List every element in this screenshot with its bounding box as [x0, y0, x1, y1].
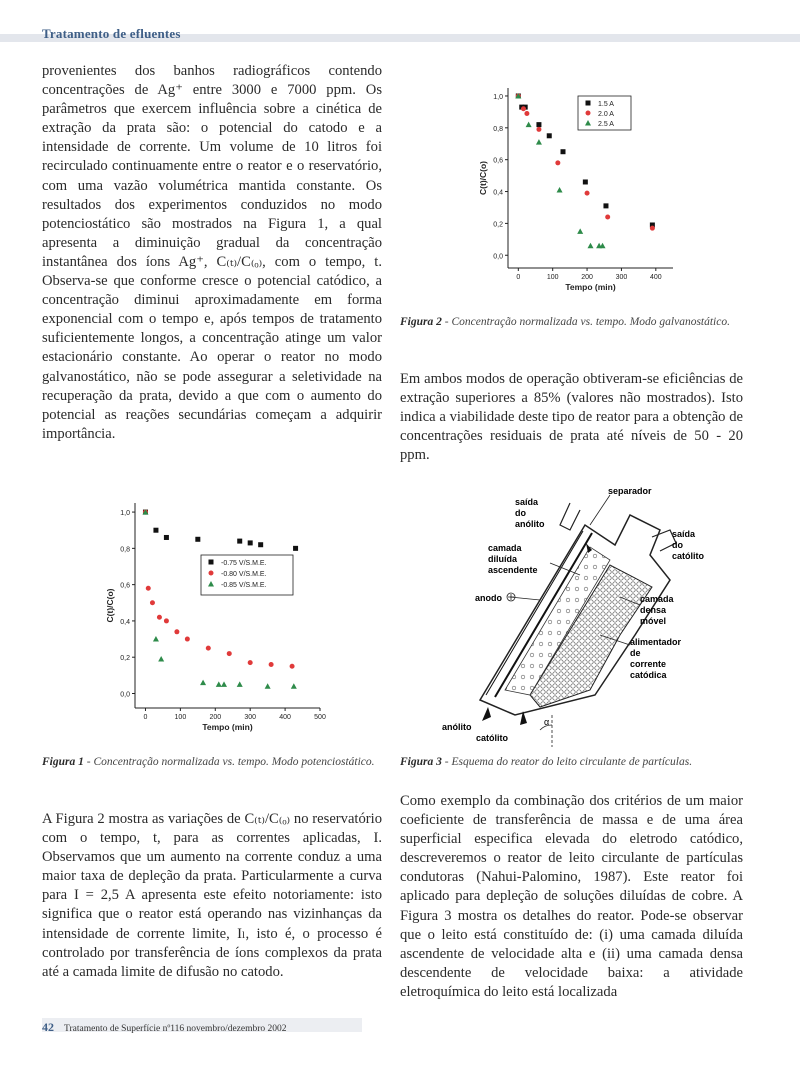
page-number: 42 — [42, 1020, 54, 1034]
legend-marker — [209, 571, 214, 576]
x-axis-label: Tempo (min) — [202, 722, 253, 732]
data-point — [265, 683, 271, 689]
figure-3-caption — [400, 754, 745, 771]
data-point — [290, 664, 295, 669]
label-camada-diluida-1: camada — [488, 543, 522, 553]
figure-1-chart — [95, 495, 330, 745]
data-point — [547, 133, 552, 138]
body-text-col2-bottom — [400, 792, 743, 1002]
y-tick-label: 0,4 — [493, 189, 503, 197]
data-point — [585, 191, 590, 196]
data-point — [557, 187, 563, 193]
legend-label: -0.80 V/S.M.E. — [221, 571, 267, 578]
y-tick-label: 0,2 — [120, 655, 130, 663]
footer-text: Tratamento de Superfície nº116 novembro/dezembro 2002 — [64, 1024, 287, 1034]
data-point — [150, 600, 155, 605]
data-point — [605, 215, 610, 220]
data-point — [521, 106, 526, 111]
label-saida-catolito-1: saída — [672, 529, 696, 539]
data-point — [248, 660, 253, 665]
label-camada-diluida-3: ascendente — [488, 565, 538, 575]
data-point — [158, 656, 164, 662]
x-tick-label: 100 — [546, 274, 559, 281]
data-point — [555, 160, 560, 165]
label-camada-densa-1: camada — [640, 594, 674, 604]
x-tick-label: 0 — [143, 714, 148, 721]
paragraph: Como exemplo da combinação dos critérios de um maior coeficiente de transferência de massa e de uma área superficial especifica elevada do eletrodo catódico, descreveremos o reator de leito circulante de partículas condutoras (Nahui-Palomino, 1987). Este reator foi aplicado para depleção de soluções diluídas de cobre. A Figura 3 mostra os detalhes do reator. Pode-se observar que o leito está constituído de: (i) uma camada diluída ascendente de velocidade alta e (ii) uma camada densa descendente de velocidade baixa: a atividade eletroquímica do leito está localizada — [400, 793, 743, 1000]
x-axis-label: Tempo (min) — [565, 282, 616, 292]
inlet-arrow-icon — [482, 707, 491, 721]
data-point — [291, 683, 297, 689]
figure-2 — [470, 80, 680, 305]
y-tick-label: 0,4 — [120, 618, 130, 626]
y-tick-label: 1,0 — [120, 510, 130, 518]
legend-label: 2.0 A — [598, 111, 614, 118]
y-axis-label: C(t)/C(o) — [105, 588, 115, 623]
data-point — [185, 637, 190, 642]
legend-label: -0.85 V/S.M.E. — [221, 582, 267, 589]
caption-text: - Esquema do reator do leito circulante de partículas. — [441, 756, 693, 768]
data-point — [195, 537, 200, 542]
label-anolito: anólito — [442, 722, 472, 732]
label-alimentador-4: catódica — [630, 670, 667, 680]
y-tick-label: 0,8 — [120, 546, 130, 554]
legend-label: -0.75 V/S.M.E. — [221, 560, 267, 567]
figure-1-caption — [42, 754, 382, 771]
data-point — [536, 139, 542, 145]
data-point — [650, 226, 655, 231]
caption-text: - Concentração normalizada vs. tempo. Modo galvanostático. — [441, 316, 730, 328]
x-tick-label: 300 — [244, 714, 257, 721]
body-text-col1-top — [42, 62, 382, 444]
data-point — [237, 681, 243, 687]
data-point — [536, 127, 541, 132]
data-point — [146, 586, 151, 591]
page-header — [0, 0, 800, 44]
data-point — [603, 203, 608, 208]
data-point — [526, 122, 532, 128]
caption-label: Figura 1 — [42, 756, 84, 768]
figure-3-diagram — [420, 485, 720, 747]
data-point — [164, 618, 169, 623]
data-point — [269, 662, 274, 667]
y-tick-label: 0,6 — [493, 157, 503, 165]
data-point — [206, 646, 211, 651]
paragraph: Em ambos modos de operação obtiveram-se eficiências de extração superiores a 85% (valores não mostrados). Isto indica a viabilidade deste tipo de reator para a obtenção de concentrações residuais de prata até níveis de 50 - 20 ppm. — [400, 371, 743, 464]
label-separador: separador — [608, 486, 652, 496]
body-text-col2-mid — [400, 370, 743, 465]
label-camada-densa-2: densa — [640, 605, 667, 615]
paragraph: provenientes dos banhos radiográficos contendo concentrações de Ag⁺ entre 3000 e 7000 ppm. Os parâmetros que exercem influência sobre a cinética de extração da prata são: o potencial do catodo e a intensidade de corrente. Um volume de 10 litros foi recirculado continuamente entre o reator e o reservatório, com uma vazão volumétrica mantida constante. Os resultados dos experimentos conduzidos no modo potenciostático são mostrados na Figura 1, a qual apresenta a diminuição gradual da concentração instantânea dos íons Ag⁺, C₍ₜ₎/C₍ₒ₎, com o tempo, t. Observa-se que conforme cresce o potencial catódico, a concentração diminui aproximadamente em forma exponencial com o tempo e, após tempos de tratamento suficientemente longos, a concentração atinge um valor estacionário constante. Ao operar o reator no modo galvanostático, não se pode assegurar a seletividade na recuperação da prata, devido a que com o aumento do potencial as reações secundárias começam a adquirir importância. — [42, 63, 382, 442]
data-point — [153, 528, 158, 533]
data-point — [524, 111, 529, 116]
data-point — [293, 546, 298, 551]
legend-marker — [586, 101, 591, 106]
data-point — [153, 636, 159, 642]
figure-2-chart — [470, 80, 680, 305]
x-tick-label: 400 — [279, 714, 291, 721]
data-point — [237, 539, 242, 544]
figure-3 — [420, 485, 720, 747]
y-tick-label: 0,0 — [493, 253, 503, 261]
y-tick-label: 0,0 — [120, 691, 130, 699]
label-alimentador-2: de — [630, 648, 641, 658]
label-alimentador-1: alimentador — [630, 637, 682, 647]
label-saida-catolito-3: católito — [672, 551, 705, 561]
data-point — [561, 149, 566, 154]
label-anodo: anodo — [475, 593, 502, 603]
data-point — [248, 540, 253, 545]
label-camada-diluida-2: diluída — [488, 554, 517, 564]
label-catolito: católito — [476, 733, 509, 743]
y-tick-label: 0,8 — [493, 125, 503, 133]
x-tick-label: 200 — [581, 274, 593, 281]
data-point — [157, 615, 162, 620]
label-camada-densa-3: móvel — [640, 616, 667, 626]
label-alimentador-3: corrente — [630, 659, 667, 669]
data-point — [221, 681, 227, 687]
legend-marker — [209, 560, 214, 565]
body-text-col1-bottom — [42, 810, 382, 982]
label-alpha: α — [544, 717, 550, 727]
legend-label: 2.5 A — [598, 121, 614, 128]
caption-text: - Concentração normalizada vs. tempo. Modo potenciostático. — [83, 756, 375, 768]
data-point — [216, 681, 222, 687]
label-saida-anolito-2: do — [515, 508, 526, 518]
x-tick-label: 200 — [209, 714, 222, 721]
legend-marker — [586, 111, 591, 116]
x-tick-label: 400 — [649, 274, 662, 281]
data-point — [583, 179, 588, 184]
x-tick-label: 500 — [314, 714, 326, 721]
figure-2-caption — [400, 314, 745, 331]
data-point — [164, 535, 169, 540]
y-axis-label: C(t)/C(o) — [478, 161, 488, 195]
label-saida-catolito-2: do — [672, 540, 683, 550]
caption-label: Figura 3 — [400, 756, 442, 768]
data-point — [536, 122, 541, 127]
paragraph: A Figura 2 mostra as variações de C₍ₜ₎/C₍ₒ₎ no reservatório com o tempo, t, para as correntes aplicadas, I. Observamos que um aumento na corrente conduz a uma maior taxa de depleção da prata. Particularmente a curva para I = 2,5 A apresenta este efeito notoriamente: isto significa que o reator está operando nas vizinhanças da intensidade de corrente limite, Iₗ, isto é, o processo é controlado por transferência de íons complexos da prata até a camada limite de difusão no catodo. — [42, 811, 382, 980]
label-saida-anolito-1: saída — [515, 497, 539, 507]
y-tick-label: 1,0 — [493, 93, 503, 101]
section-title: Tratamento de efluentes — [42, 26, 181, 41]
y-tick-label: 0,2 — [493, 221, 503, 229]
legend-label: 1.5 A — [598, 101, 614, 108]
label-saida-anolito-3: anólito — [515, 519, 545, 529]
x-tick-label: 100 — [174, 714, 187, 721]
data-point — [258, 542, 263, 547]
data-point — [200, 680, 206, 686]
figure-1 — [95, 495, 330, 745]
anolyte-outlet — [560, 503, 580, 530]
data-point — [227, 651, 232, 656]
x-tick-label: 0 — [516, 274, 521, 281]
y-tick-label: 0,6 — [120, 582, 130, 590]
data-point — [588, 243, 594, 249]
x-tick-label: 300 — [615, 274, 628, 281]
data-point — [174, 629, 179, 634]
data-point — [577, 228, 583, 234]
caption-label: Figura 2 — [400, 316, 442, 328]
page-footer — [42, 1018, 362, 1032]
